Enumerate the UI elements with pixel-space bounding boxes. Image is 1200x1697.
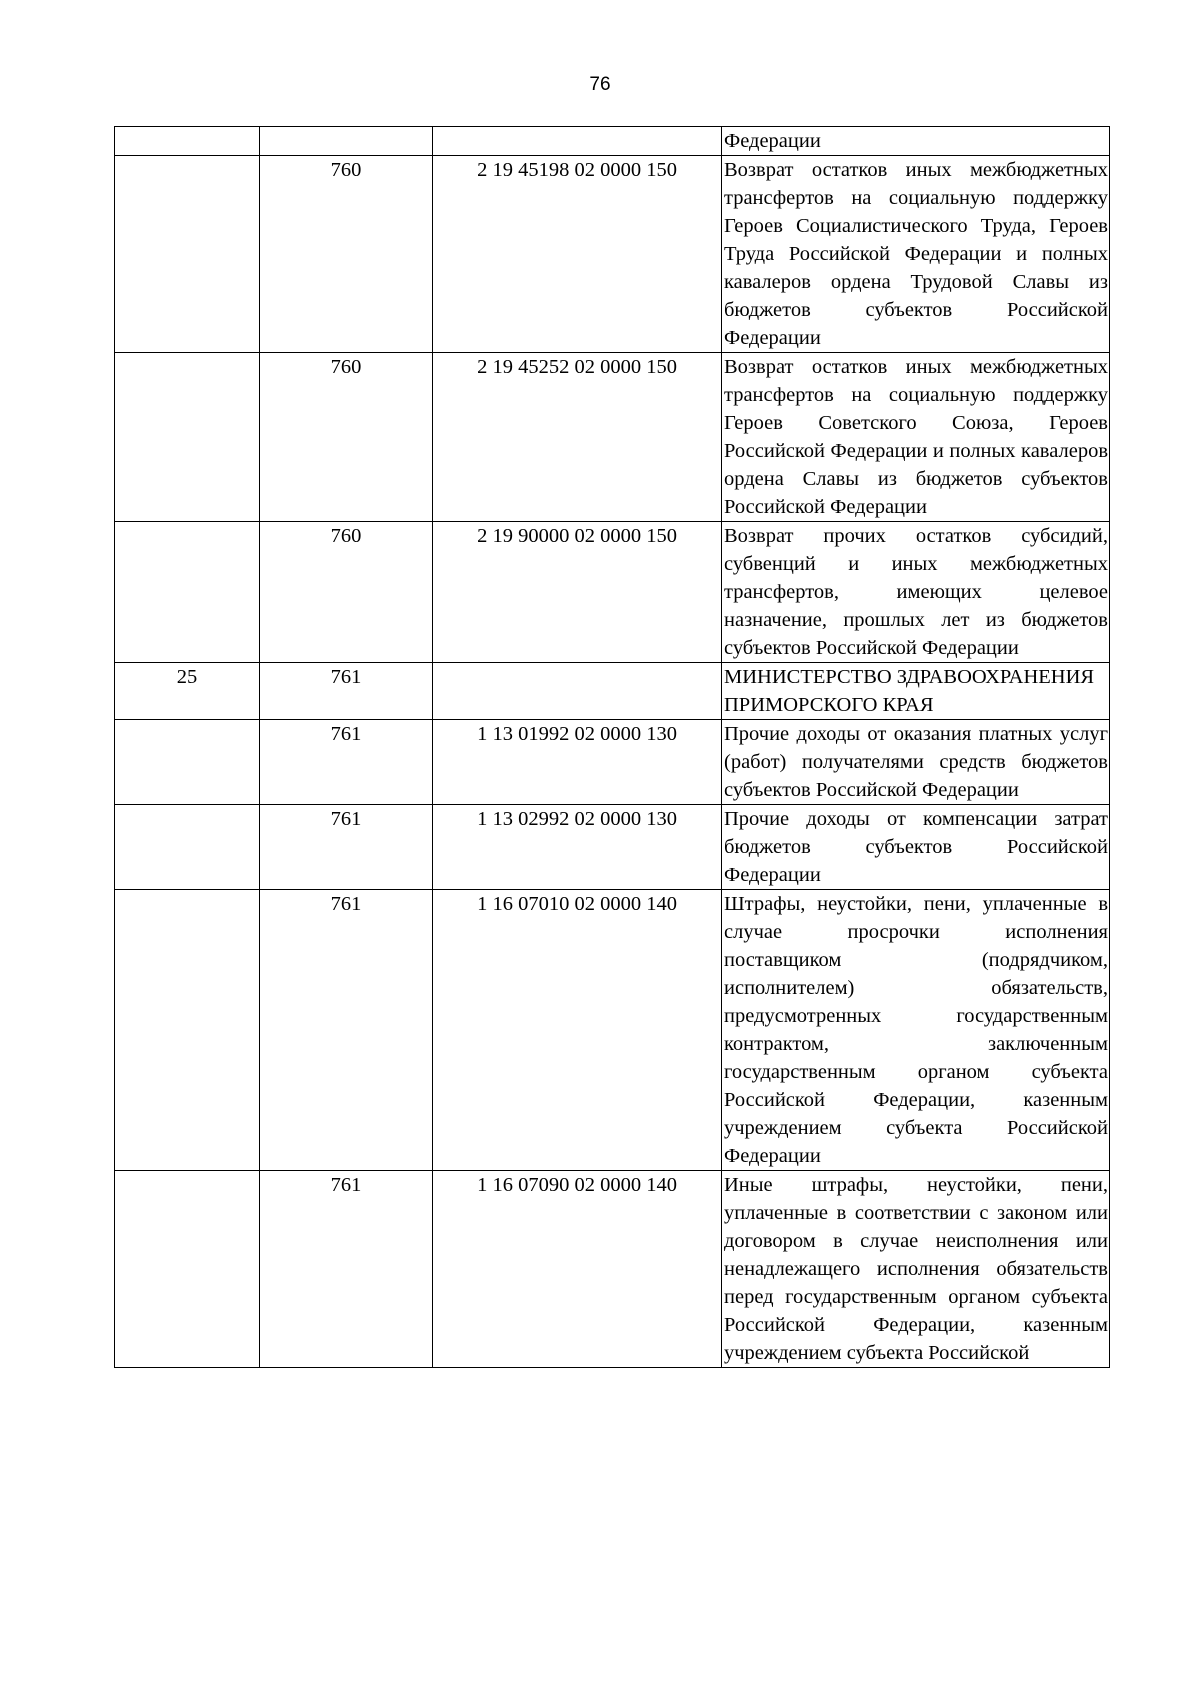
budget-code-cell (433, 127, 722, 156)
revenue-name-cell: Возврат остатков иных межбюджетных трансфертов на социальную поддержку Героев Социалистического Труда, Героев Труда Российской Федерации и полных кавалеров ордена Трудовой Славы из бюджетов субъектов Российской Федерации (722, 156, 1110, 353)
table-row (115, 156, 1110, 353)
admin-code-cell (260, 127, 433, 156)
admin-code-cell: 761 (260, 1171, 433, 1368)
row-number-cell (115, 720, 260, 805)
row-number-cell (115, 353, 260, 522)
admin-code-cell: 761 (260, 663, 433, 720)
row-number-cell (115, 1171, 260, 1368)
admin-code-cell: 761 (260, 890, 433, 1171)
budget-code-cell: 2 19 45198 02 0000 150 (433, 156, 722, 353)
table-row (115, 127, 1110, 156)
row-number-cell (115, 805, 260, 890)
ministry-name-cell: МИНИСТЕРСТВО ЗДРАВООХРАНЕНИЯ ПРИМОРСКОГО КРАЯ (722, 663, 1110, 720)
table-row (115, 353, 1110, 522)
table-row (115, 890, 1110, 1171)
budget-code-cell: 1 16 07090 02 0000 140 (433, 1171, 722, 1368)
budget-code-cell: 1 16 07010 02 0000 140 (433, 890, 722, 1171)
table-row (115, 1171, 1110, 1368)
budget-code-cell: 1 13 02992 02 0000 130 (433, 805, 722, 890)
revenue-name-cell: Прочие доходы от компенсации затрат бюджетов субъектов Российской Федерации (722, 805, 1110, 890)
table-row (115, 805, 1110, 890)
page-number: 76 (589, 74, 611, 95)
table-row (115, 720, 1110, 805)
revenue-name-cell: Прочие доходы от оказания платных услуг (работ) получателями средств бюджетов субъектов Российской Федерации (722, 720, 1110, 805)
row-number-cell (115, 156, 260, 353)
admin-code-cell: 760 (260, 353, 433, 522)
table-row-ministry-heading (115, 663, 1110, 720)
row-number-cell (115, 127, 260, 156)
revenue-name-cell: Федерации (722, 127, 1110, 156)
revenue-name-cell: Возврат прочих остатков субсидий, субвенций и иных межбюджетных трансфертов, имеющих целевое назначение, прошлых лет из бюджетов субъектов Российской Федерации (722, 522, 1110, 663)
budget-code-cell: 2 19 90000 02 0000 150 (433, 522, 722, 663)
admin-code-cell: 760 (260, 156, 433, 353)
revenue-name-cell: Возврат остатков иных межбюджетных трансфертов на социальную поддержку Героев Советского Союза, Героев Российской Федерации и полных кавалеров ордена Славы из бюджетов субъектов Российской Федерации (722, 353, 1110, 522)
table-row (115, 522, 1110, 663)
revenue-name-cell: Иные штрафы, неустойки, пени, уплаченные в соответствии с законом или договором в случае неисполнения или ненадлежащего исполнения обязательств перед государственным органом субъекта Российской Федерации, казенным учреждением субъекта Российской (722, 1171, 1110, 1368)
admin-code-cell: 761 (260, 805, 433, 890)
revenue-name-cell: Штрафы, неустойки, пени, уплаченные в случае просрочки исполнения поставщиком (подрядчиком, исполнителем) обязательств, предусмотренных государственным контрактом, заключенным государственным органом субъекта Российской Федерации, казенным учреждением субъекта Российской Федерации (722, 890, 1110, 1171)
admin-code-cell: 761 (260, 720, 433, 805)
budget-code-cell: 2 19 45252 02 0000 150 (433, 353, 722, 522)
admin-code-cell: 760 (260, 522, 433, 663)
revenue-codes-table (114, 126, 1110, 1368)
row-number-cell (115, 890, 260, 1171)
budget-code-cell: 1 13 01992 02 0000 130 (433, 720, 722, 805)
budget-code-cell (433, 663, 722, 720)
row-number-cell (115, 522, 260, 663)
row-number-cell: 25 (115, 663, 260, 720)
